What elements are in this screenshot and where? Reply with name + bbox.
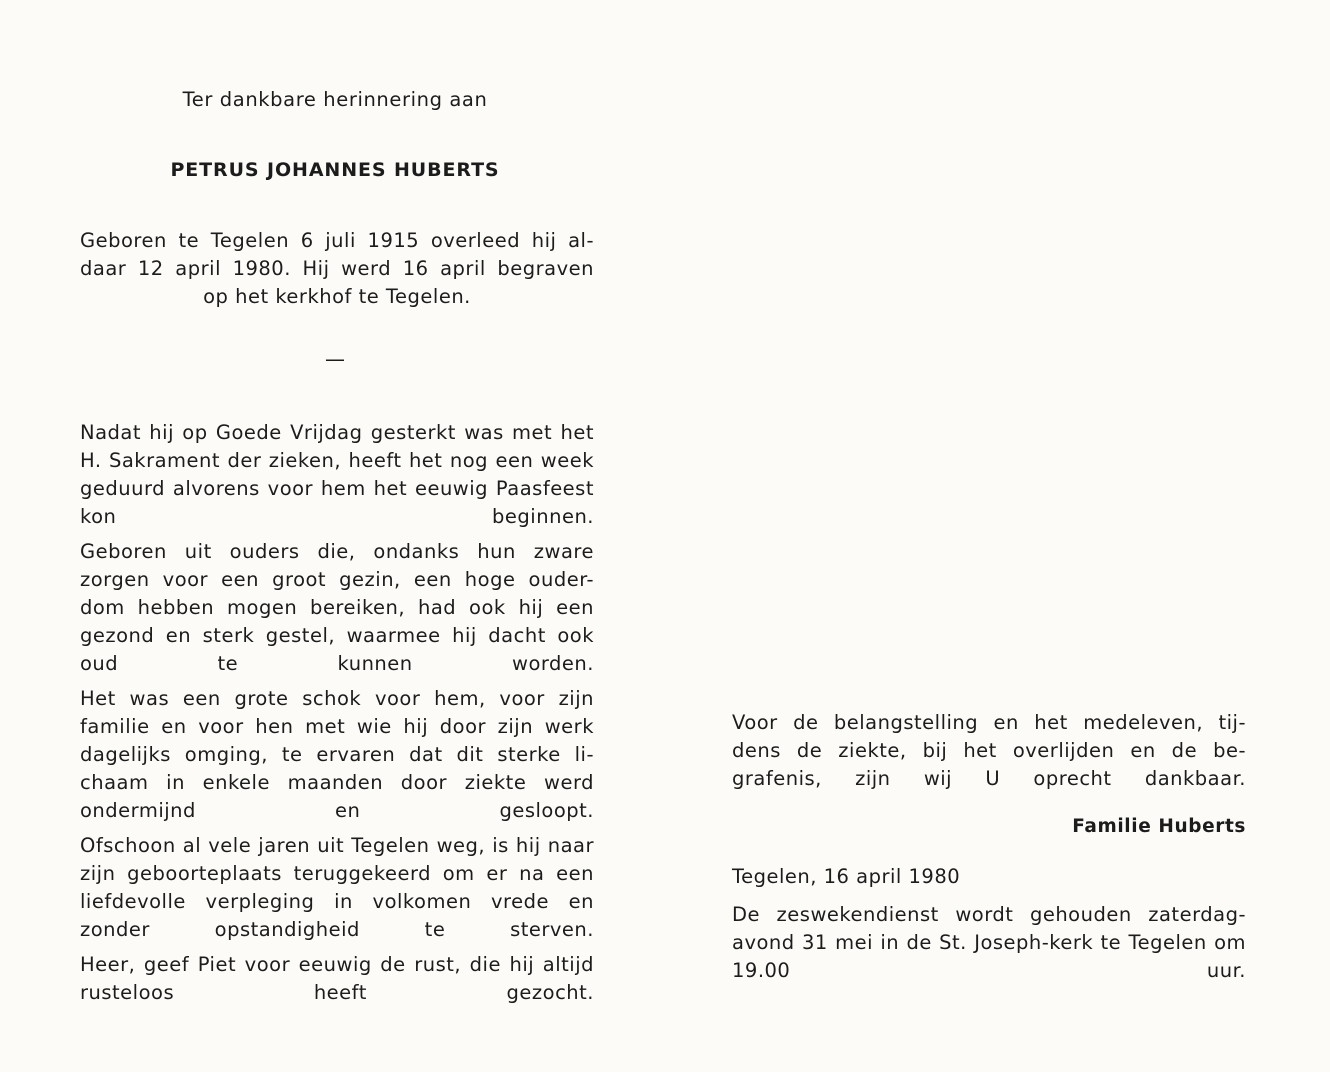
right-column	[732, 709, 1246, 985]
left-column	[80, 86, 594, 1007]
paragraph-4: Ofschoon al vele jaren uit Tegelen weg, is hij naar zijn geboorteplaats teruggekeerd om er na een liefdevolle verpleging in volkomen vrede en zonder opstandigheid te sterven.	[80, 834, 594, 941]
paragraph-3: Het was een grote schok voor hem, voor zijn familie en voor hen met wie hij door zijn werk dagelijks omging, te ervaren dat dit sterke li- chaam in enkele maanden door ziekte werd ondermijnd en gesloopt.	[80, 687, 594, 822]
paragraph-1: Nadat hij op Goede Vrijdag gesterkt was met het H. Sakrament der zieken, heeft het nog een week geduurd alvorens voor hem het eeuwig Paasfeest kon beginnen.	[80, 421, 594, 528]
place-date: Tegelen, 16 april 1980	[732, 865, 961, 888]
birth-line-1: Geboren te Tegelen 6 juli 1915 overleed hij al-	[80, 229, 594, 252]
thanks-text: Voor de belangstelling en het medeleven, tij- dens de ziekte, bij het overlijden en de be- grafenis, zijn wij U oprecht dankbaar.	[732, 711, 1246, 790]
birth-line-2: daar 12 april 1980. Hij werd 16 april begraven	[80, 257, 594, 280]
birth-line-3: op het kerkhof te Tegelen.	[203, 285, 471, 308]
intro-text: Ter dankbare herinnering aan	[182, 88, 488, 111]
paragraph-2: Geboren uit ouders die, ondanks hun zware zorgen voor een groot gezin, een hoge ouder- dom hebben mogen bereiken, had ook hij een gezond en sterk gestel, waarmee hij dacht ook oud te kunnen worden.	[80, 540, 594, 675]
signature: Familie Huberts	[1072, 816, 1246, 837]
separator-dash: —	[325, 347, 345, 371]
deceased-name: PETRUS JOHANNES HUBERTS	[170, 159, 500, 181]
service-announcement: De zeswekendienst wordt gehouden zaterdag- avond 31 mei in de St. Joseph-kerk te Tegelen om 19.00 uur.	[732, 903, 1246, 982]
birth-death-info	[80, 227, 594, 311]
paragraph-5: Heer, geef Piet voor eeuwig de rust, die hij altijd rusteloos heeft gezocht.	[80, 953, 594, 1004]
